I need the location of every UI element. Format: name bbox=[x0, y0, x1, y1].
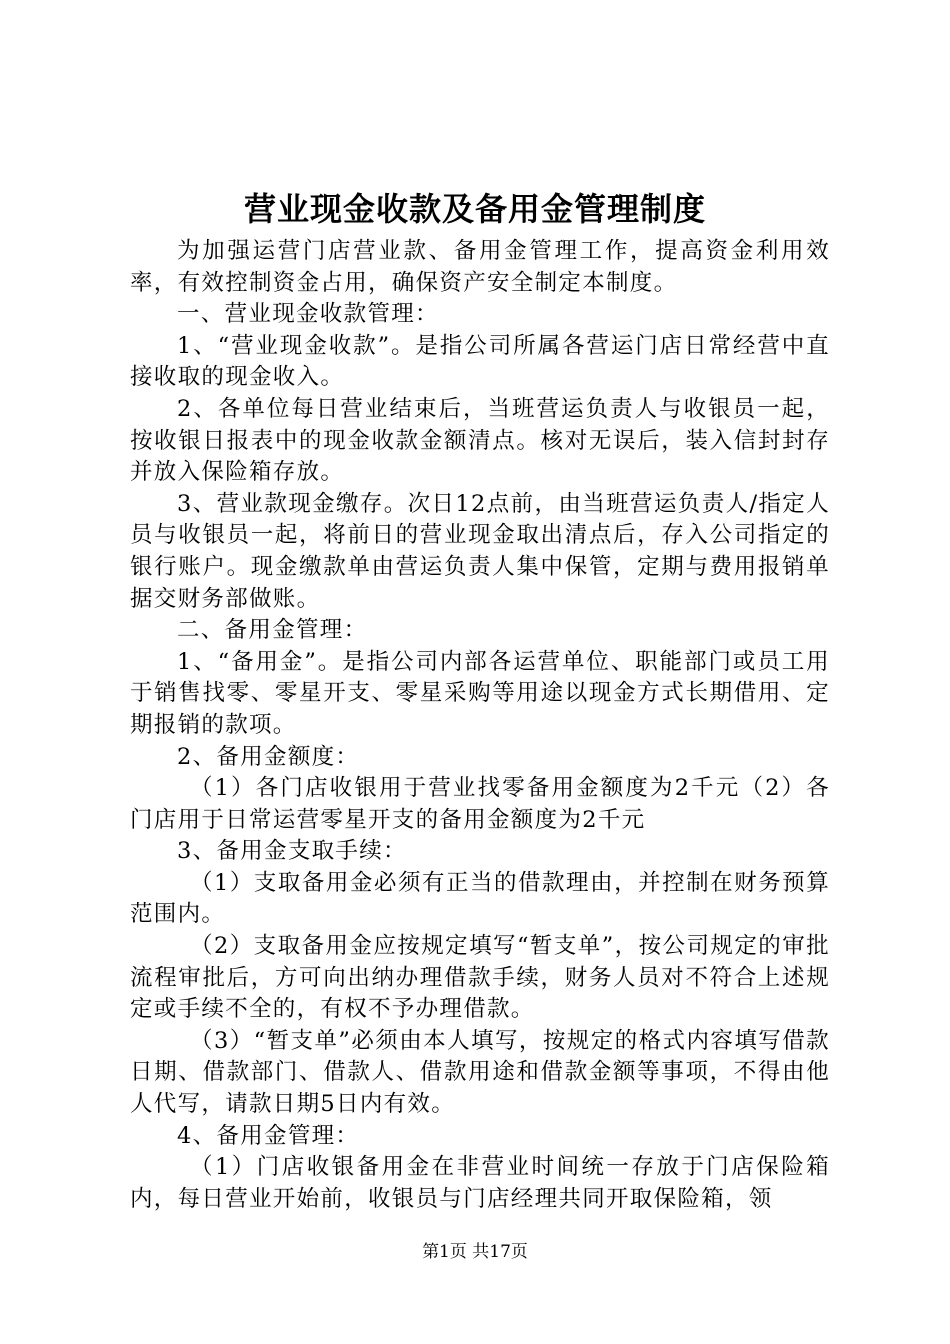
paragraph-management-rule-1: （1）门店收银备用金在非营业时间统一存放于门店保险箱内，每日营业开始前，收银员与门店经理共同开取保险箱，领 bbox=[130, 1154, 830, 1212]
document-body bbox=[130, 236, 830, 1215]
section-heading-cash-collection: 一、营业现金收款管理： bbox=[177, 301, 439, 328]
paragraph-petty-cash-definition: 1、“备用金”。是指公司内部各运营单位、职能部门或员工用于销售找零、零星开支、零星采购等用途以现金方式长期借用、定期报销的款项。 bbox=[130, 648, 830, 738]
page-footer: 第1页 共17页 bbox=[422, 1242, 528, 1262]
paragraph-management-heading: 4、备用金管理： bbox=[177, 1122, 360, 1149]
section-heading-petty-cash: 二、备用金管理： bbox=[177, 617, 368, 644]
paragraph-daily-count: 2、各单位每日营业结束后，当班营运负责人与收银员一起，按收银日报表中的现金收款金额清点。核对无误后，装入信封封存并放入保险箱存放。 bbox=[130, 395, 830, 486]
paragraph-withdrawal-rule-3: （3）“暂支单”必须由本人填写，按规定的格式内容填写借款日期、借款部门、借款人、借款用途和借款金额等事项，不得由他人代写，请款日期5日内有效。 bbox=[130, 1027, 830, 1118]
paragraph-withdrawal-rule-2: （2）支取备用金应按规定填写“暂支单”，按公司规定的审批流程审批后，方可向出纳办理借款手续，财务人员对不符合上述规定或手续不全的，有权不予办理借款。 bbox=[130, 933, 830, 1023]
paragraph-petty-cash-limits: （1）各门店收银用于营业找零备用金额度为2千元（2）各门店用于日常运营零星开支的备用金额度为2千元 bbox=[130, 775, 830, 833]
paragraph-intro: 为加强运营门店营业款、备用金管理工作，提高资金利用效率，有效控制资金占用，确保资产安全制定本制度。 bbox=[130, 238, 830, 296]
paragraph-withdrawal-rule-1: （1）支取备用金必须有正当的借款理由，并控制在财务预算范围内。 bbox=[130, 869, 830, 928]
paragraph-cash-definition: 1、“营业现金收款”。是指公司所属各营运门店日常经营中直接收取的现金收入。 bbox=[130, 332, 830, 391]
paragraph-cash-deposit: 3、营业款现金缴存。次日12点前，由当班营运负责人/指定人员与收银员一起，将前日的营业现金取出清点后，存入公司指定的银行账户。现金缴款单由营运负责人集中保管，定期与费用报销单据交财务部做账。 bbox=[130, 490, 830, 612]
paragraph-withdrawal-heading: 3、备用金支取手续： bbox=[177, 838, 407, 865]
paragraph-petty-cash-limit-heading: 2、备用金额度： bbox=[177, 743, 360, 770]
document-title: 营业现金收款及备用金管理制度 bbox=[243, 190, 706, 228]
